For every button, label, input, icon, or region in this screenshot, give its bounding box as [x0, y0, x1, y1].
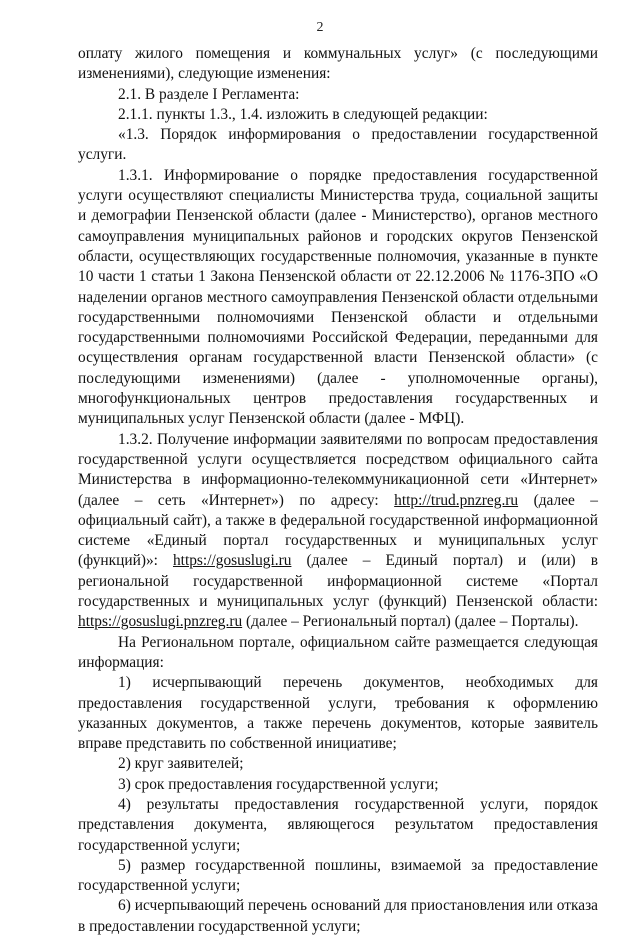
paragraph-1-3: «1.3. Порядок информирования о предоставлении государственной услуги.: [78, 126, 598, 164]
paragraph-1-3-2: [78, 430, 598, 633]
paragraph-1-3-1: 1.3.1. Информирование о порядке предоставления государственной услуги осуществляют специалисты Министерства труда, социальной защиты и демографии Пензенской области (далее - Министерство), органов местного самоуправления муниципальных районов и городских округов Пензенской области, осуществляющих государственные полномочия, указанные в пункте 10 части 1 статьи 1 Закона Пензенской области от 22.12.2006 № 1176-ЗПО «О наделении органов местного самоуправления Пензенской области отдельными государственными полномочиями Пензенской области и отдельными государственными полномочиями Российской Федерации, переданными для осуществления органам государственной власти Пензенской области» (с последующими изменениями) (далее - уполномоченные органы), многофункциональных центров предоставления государственных и муниципальных услуг Пензенской области (далее - МФЦ).: [78, 166, 598, 428]
page-number: 2: [316, 20, 324, 35]
document-body: [78, 44, 598, 937]
list-item-5: 5) размер государственной пошлины, взимаемой за предоставление государственной услуги;: [78, 856, 598, 895]
paragraph-1-3-2-part-b: (далее – официальный сайт), а также в федеральной государственной информационной системе «Единый портал государственных и муниципальных услуг (функций)»:: [78, 491, 598, 570]
paragraph-1-3-2-part-d: (далее – Региональный портал) (далее – Порталы).: [242, 613, 579, 631]
paragraph-intro: оплату жилого помещения и коммунальных услуг» (с последующими изменениями), следующие изменения:: [78, 45, 598, 83]
link-trud-pnzreg[interactable]: http://trud.pnzreg.ru: [394, 491, 519, 509]
paragraph-1-3-2-part-a: 1.3.2. Получение информации заявителями по вопросам предоставления государственной услуги осуществляется посредством официального сайта Министерства в информационно-телекоммуникационной сети «Интернет» (далее – сеть «Интернет») по адресу:: [78, 430, 598, 509]
paragraph-regional-portal: На Региональном портале, официальном сайте размещается следующая информация:: [78, 633, 598, 671]
link-gosuslugi[interactable]: https://gosuslugi.ru: [172, 552, 292, 570]
list-item-6: 6) исчерпывающий перечень оснований для приостановления или отказа в предоставлении государственной услуги;: [78, 897, 598, 935]
paragraph-2-1-1: 2.1.1. пункты 1.3., 1.4. изложить в следующей редакции:: [118, 105, 488, 123]
list-item-1: 1) исчерпывающий перечень документов, необходимых для предоставления государственной услуги, требования к оформлению указанных документов, а также перечень документов, которые заявитель вправе представить по собственной инициативе;: [78, 674, 598, 753]
paragraph-2-1: 2.1. В разделе I Регламента:: [118, 85, 300, 103]
list-item-2: 2) круг заявителей;: [118, 755, 244, 773]
link-gosuslugi-pnzreg[interactable]: https://gosuslugi.pnzreg.ru: [78, 613, 243, 631]
paragraph-1-3-2-part-c: (далее – Единый портал) и (или) в региональной государственной информационной системе «Портал государственных и муниципальных услуг (функций) Пензенской области:: [78, 552, 598, 611]
list-item-3: 3) срок предоставления государственной услуги;: [118, 775, 439, 793]
list-item-4: 4) результаты предоставления государственной услуги, порядок представления документа, являющегося результатом предоставления государственной услуги;: [78, 795, 598, 854]
